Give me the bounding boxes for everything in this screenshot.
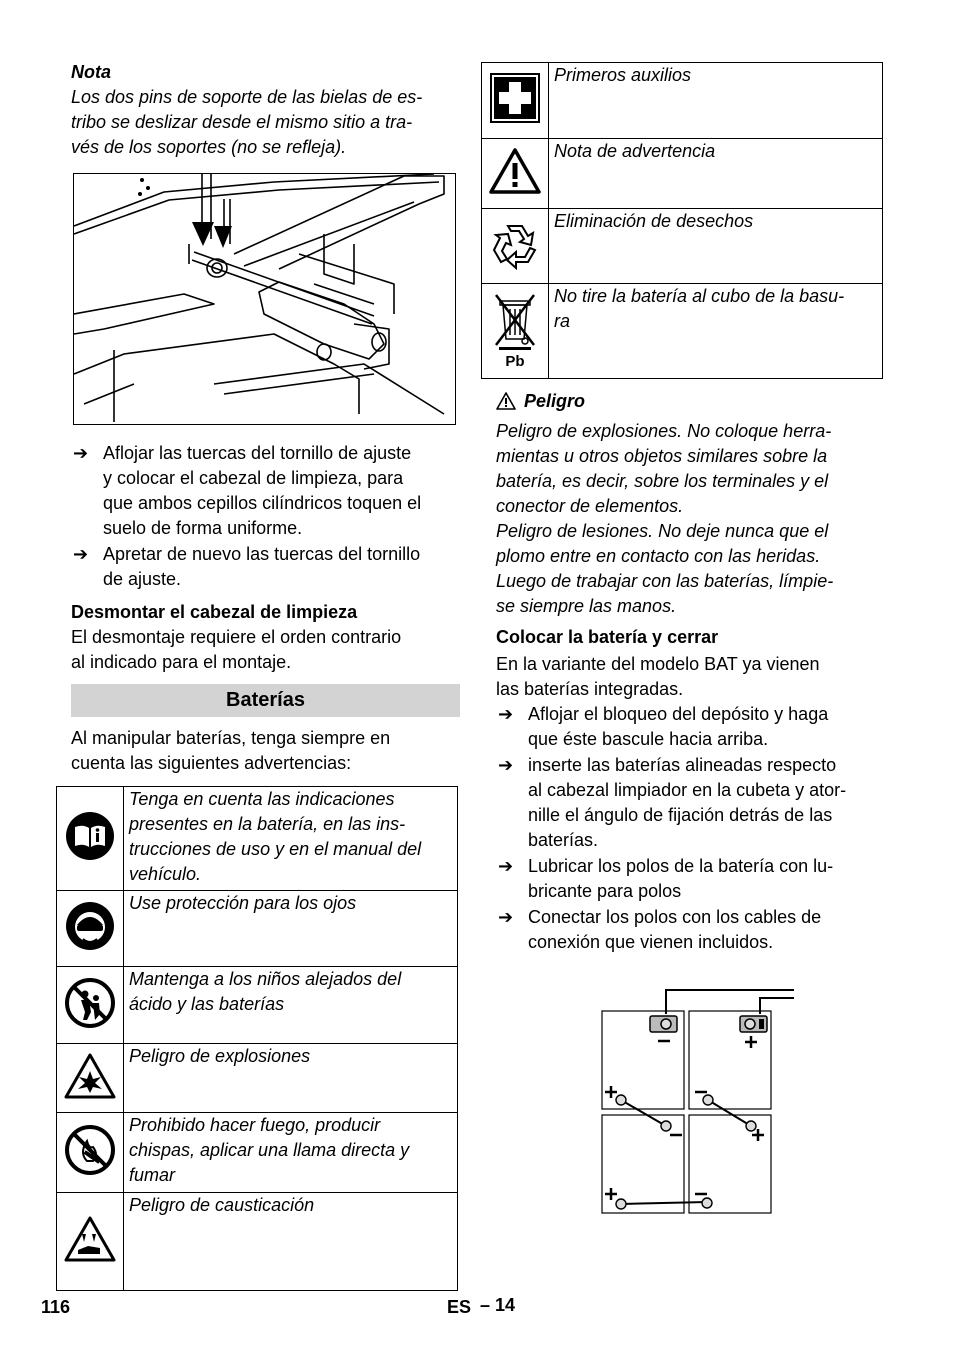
table-row (57, 967, 458, 1044)
table-row (482, 139, 883, 209)
list-item: ➔ Aflojar las tuercas del tornillo de ajuste y colocar el cabezal de limpieza, para que ambos cepillos cilíndricos toquen el suelo de forma uniforme. (73, 443, 422, 538)
table-row (57, 1113, 458, 1193)
dismount-text: El desmontaje requiere el orden contrario al indicado para el montaje. (71, 627, 402, 672)
adjust-steps (71, 441, 460, 592)
table-row (482, 63, 883, 139)
warning-text: Peligro de causticación (124, 1193, 458, 1291)
table-row (482, 209, 883, 284)
explosion-warning-icon (57, 1044, 124, 1113)
arrow-right-icon: ➔ (73, 544, 89, 564)
warning-triangle-icon (496, 392, 516, 412)
symbol-text: Eliminación de desechos (549, 209, 883, 284)
battery-warnings-table (56, 786, 458, 1291)
warning-text: Tenga en cuenta las indicaciones presentes en la batería, en las ins- trucciones de uso y en el manual del vehículo. (124, 787, 458, 891)
warning-text: Use protección para los ojos (124, 891, 458, 967)
dismount-heading: Desmontar el cabezal de limpieza (71, 602, 358, 622)
corrosive-warning-icon (57, 1193, 124, 1291)
list-item: ➔ Conectar los polos con los cables de conexión que vienen incluidos. (498, 907, 822, 952)
page-number: 116 (41, 1297, 71, 1317)
symbol-text: Primeros auxilios (549, 63, 883, 139)
table-row (482, 284, 883, 379)
no-fire-icon (57, 1113, 124, 1193)
arrow-right-icon: ➔ (498, 755, 514, 775)
warning-text: Prohibido hacer fuego, producir chispas, aplicar una llama directa y fumar (124, 1113, 458, 1193)
svg-text:Pb: Pb (505, 352, 525, 369)
page-language: ES (447, 1297, 472, 1317)
note-title: Nota (71, 62, 111, 82)
symbols-table (481, 62, 883, 379)
table-row (57, 1044, 458, 1113)
manual-book-icon (57, 787, 124, 891)
arrow-right-icon: ➔ (498, 856, 514, 876)
cleaning-head-illustration (73, 173, 456, 425)
list-item: ➔ Aflojar el bloqueo del depósito y haga que éste bascule hacia arriba. (498, 704, 829, 749)
warning-triangle-icon (482, 139, 549, 209)
symbol-text: Nota de advertencia (549, 139, 883, 209)
list-item: ➔ inserte las baterías alineadas respecto al cabezal limpiador en la cubeta y ator- nille el ángulo de fijación detrás de las baterías. (498, 755, 847, 850)
right-column (481, 62, 883, 956)
arrow-right-icon: ➔ (498, 704, 514, 724)
danger-text: Peligro de explosiones. No coloque herra- mientas u otros objetos similares sobre la batería, es decir, sobre los terminales y el conector de elementos. Peligro de lesiones. No deje nunca que el plomo entre en contacto con las heridas. Luego de trabajar con las baterías, límpie- se siempre las manos. (496, 421, 834, 616)
section-title-batteries: Baterías (71, 684, 460, 717)
warning-text: Mantenga a los niños alejados del ácido y las baterías (124, 967, 458, 1044)
eye-protection-icon (57, 891, 124, 967)
batteries-intro: Al manipular baterías, tenga siempre en cuenta las siguientes advertencias: (71, 728, 391, 773)
page-sub-number: – 14 (480, 1295, 516, 1315)
list-item: ➔ Apretar de nuevo las tuercas del tornillo de ajuste. (73, 544, 421, 589)
insert-battery-intro: En la variante del modelo BAT ya vienen las baterías integradas. (496, 654, 820, 699)
arrow-right-icon: ➔ (498, 907, 514, 927)
warning-text: Peligro de explosiones (124, 1044, 458, 1113)
danger-heading: Peligro (496, 389, 883, 414)
battery-wiring-diagram (600, 986, 796, 1218)
insert-battery-heading: Colocar la batería y cerrar (496, 627, 719, 647)
table-row (57, 891, 458, 967)
table-row (57, 787, 458, 891)
recycling-icon (482, 209, 549, 284)
note-text: Los dos pins de soporte de las bielas de es- tribo se deslizar desde el mismo sitio a tra- vés de los soportes (no se refleja). (71, 87, 423, 157)
left-column (71, 60, 460, 1291)
symbol-text: No tire la batería al cubo de la basu- ra (549, 284, 883, 379)
arrow-right-icon: ➔ (73, 443, 89, 463)
keep-children-away-icon (57, 967, 124, 1044)
list-item: ➔ Lubricar los polos de la batería con lu- bricante para polos (498, 856, 834, 901)
first-aid-icon (482, 63, 549, 139)
table-row (57, 1193, 458, 1291)
crossed-bin-pb-icon (482, 284, 549, 379)
danger-block (496, 389, 883, 955)
insert-battery-steps (496, 702, 883, 955)
